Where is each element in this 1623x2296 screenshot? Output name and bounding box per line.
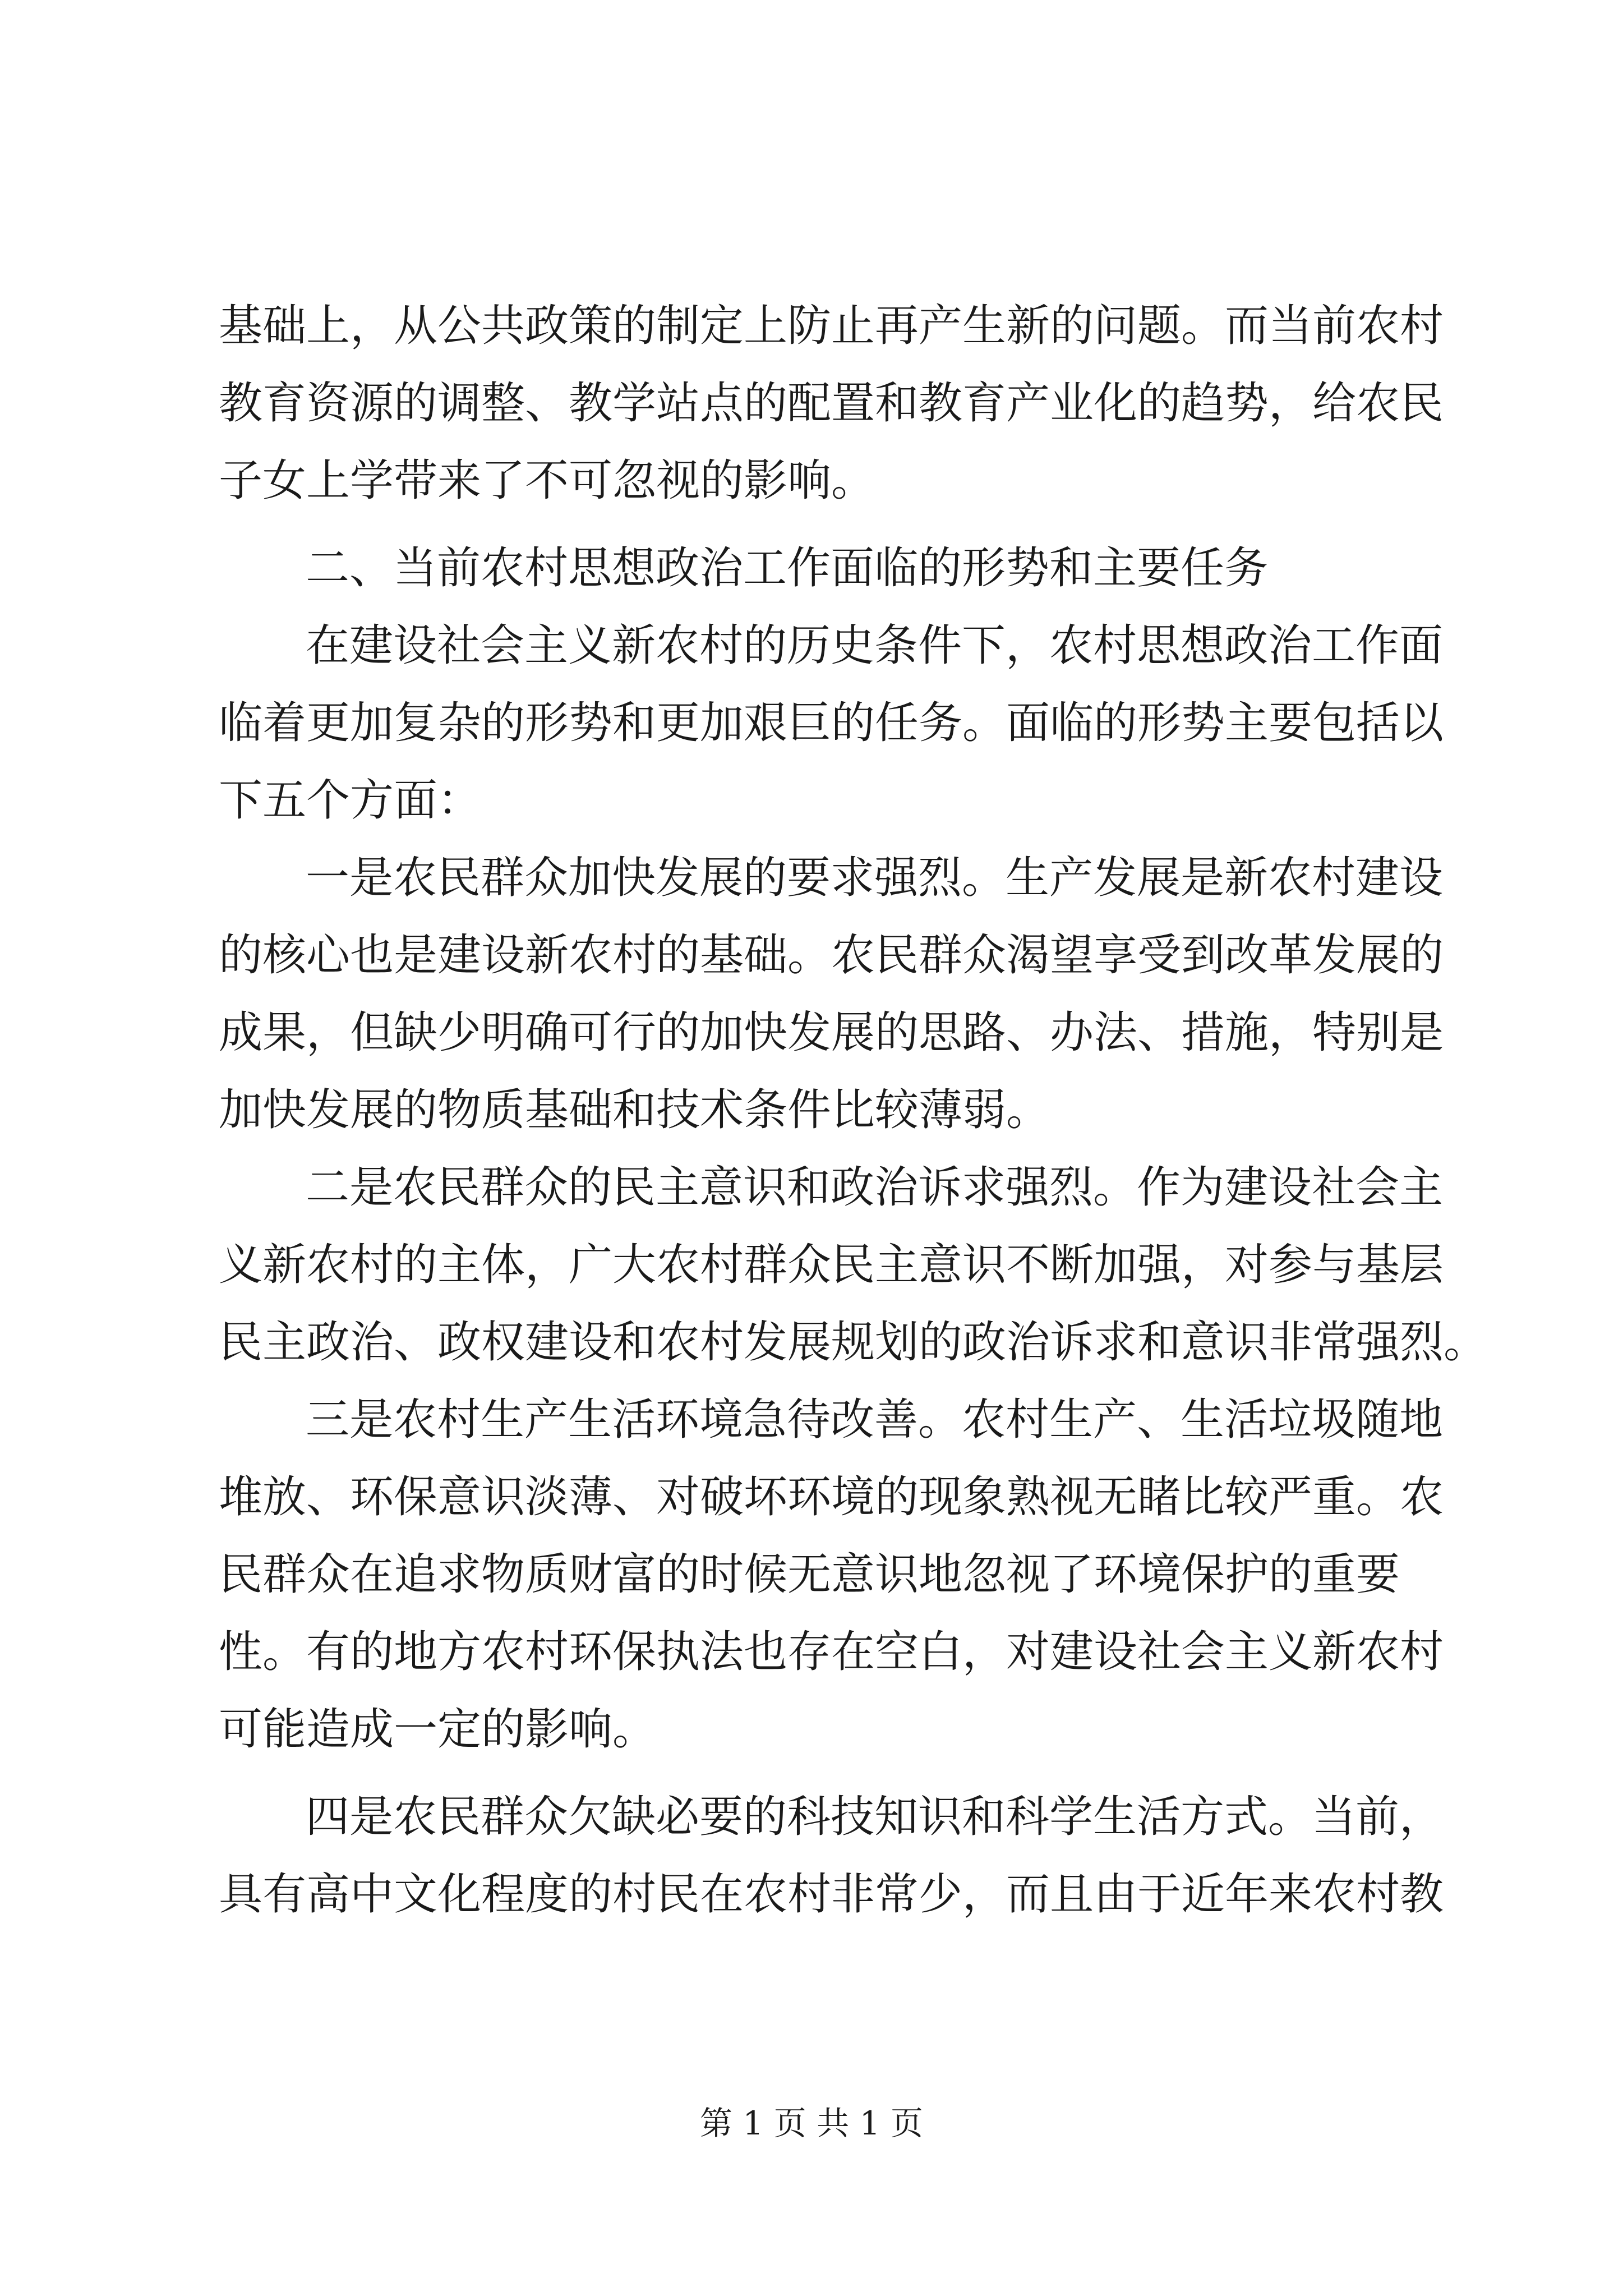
text-line: 堆放、环保意识淡薄、对破坏环境的现象熟视无睹比较严重。农 (219, 1472, 1444, 1522)
text-line: 在建设社会主义新农村的历史条件下，农村思想政治工作面 (306, 620, 1444, 671)
text-line: 子女上学带来了不可忽视的影响。 (219, 455, 875, 506)
text-line: 加快发展的物质基础和技术条件比较薄弱。 (219, 1085, 1050, 1135)
text-line: 性。有的地方农村环保执法也存在空白，对建设社会主义新农村 (219, 1627, 1444, 1677)
text-line: 三是农村生产生活环境急待改善。农村生产、生活垃圾随地 (306, 1395, 1444, 1445)
text-line: 具有高中文化程度的村民在农村非常少，而且由于近年来农村教 (219, 1869, 1444, 1920)
text-line: 临着更加复杂的形势和更加艰巨的任务。面临的形势主要包括以 (219, 698, 1444, 748)
text-line: 二是农民群众的民主意识和政治诉求强烈。作为建设社会主 (306, 1162, 1444, 1213)
text-line: 义新农村的主体，广大农村群众民主意识不断加强，对参与基层 (219, 1240, 1444, 1290)
document-body (219, 287, 1488, 1933)
text-line: 成果，但缺少明确可行的加快发展的思路、办法、措施，特别是 (219, 1007, 1444, 1058)
section-heading: 二、当前农村思想政治工作面临的形势和主要任务 (306, 543, 1269, 593)
text-line: 民主政治、政权建设和农村发展规划的政治诉求和意识非常强烈。 (219, 1317, 1488, 1368)
text-line: 基础上，从公共政策的制定上防止再产生新的问题。而当前农村 (219, 301, 1444, 351)
text-line: 民群众在追求物质财富的时候无意识地忽视了环境保护的重要 (219, 1549, 1400, 1600)
text-line: 的核心也是建设新农村的基础。农民群众渴望享受到改革发展的 (219, 930, 1444, 981)
text-line: 教育资源的调整、教学站点的配置和教育产业化的趋势，给农民 (219, 378, 1444, 429)
text-line: 四是农民群众欠缺必要的科技知识和科学生活方式。当前， (306, 1792, 1444, 1842)
text-line: 一是农民群众加快发展的要求强烈。生产发展是新农村建设 (306, 853, 1444, 903)
text-line: 下五个方面： (219, 775, 482, 826)
text-line: 可能造成一定的影响。 (219, 1704, 657, 1755)
page-number-footer: 第 1 页 共 1 页 (700, 2104, 923, 2142)
